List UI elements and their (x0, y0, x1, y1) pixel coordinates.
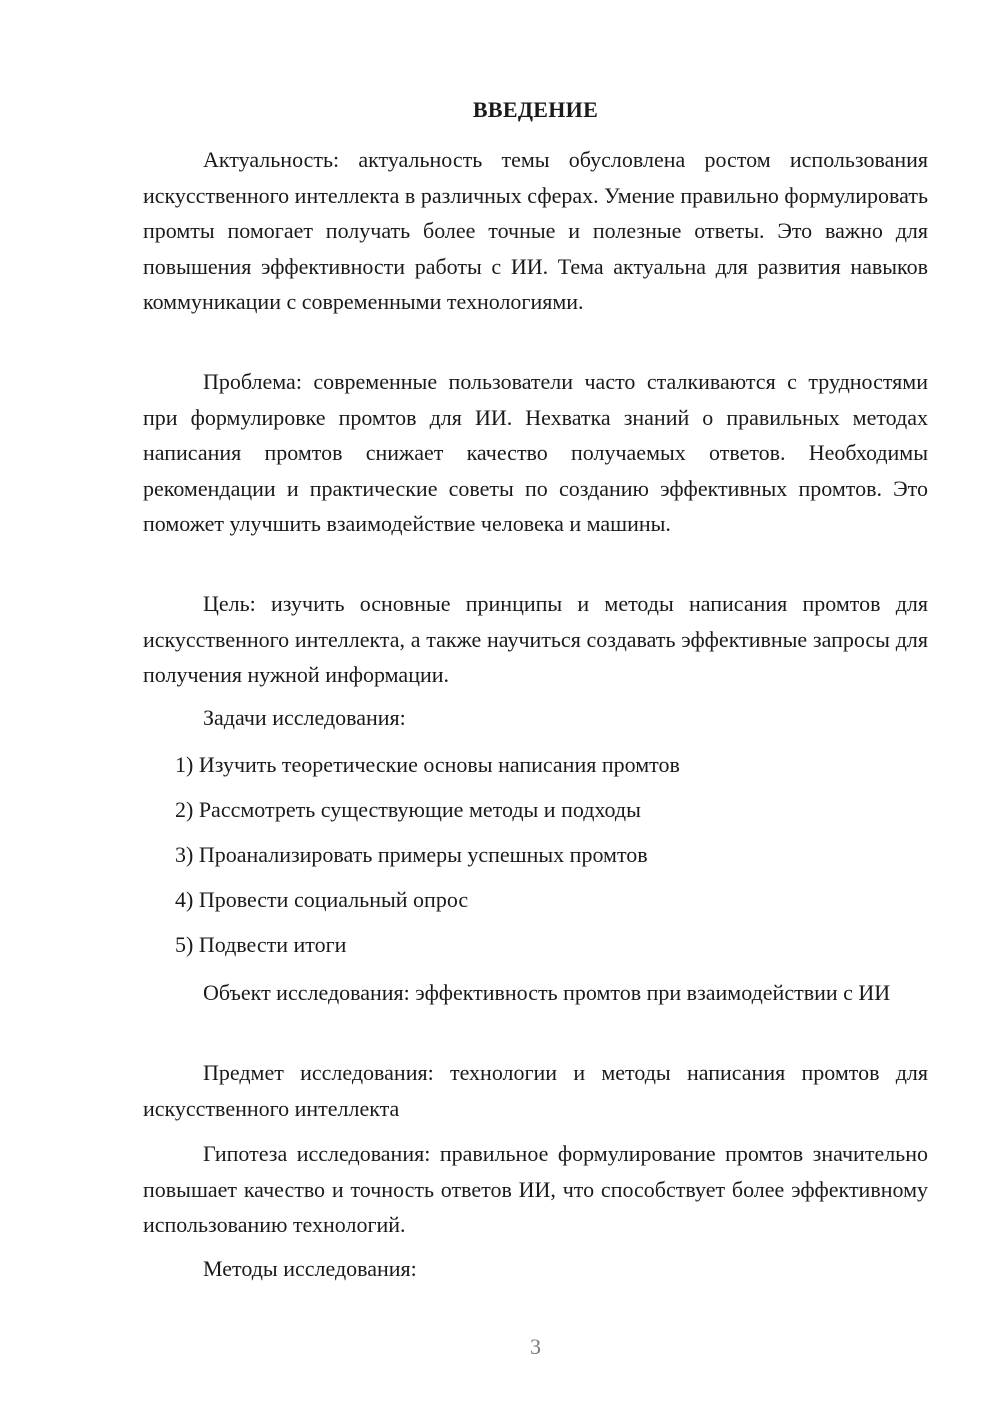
tasks-heading: Задачи исследования: (203, 705, 406, 730)
list-item: 1) Изучить теоретические основы написания промтов (175, 752, 680, 777)
paragraph-problem: Проблема: современные пользователи часто сталкиваются с трудностями при формулировке промтов для ИИ. Нехватка знаний о правильных методах написания промтов снижает качество получаемых ответов. Необходимы рекомендации и практические советы по созданию эффективных промтов. Это поможет улучшить взаимодействие человека и машины. (143, 369, 928, 536)
list-item: 2) Рассмотреть существующие методы и подходы (175, 797, 641, 822)
methods-heading: Методы исследования: (203, 1256, 417, 1281)
paragraph-relevance: Актуальность: актуальность темы обусловлена ростом использования искусственного интеллекта в различных сферах. Умение правильно формулировать промты помогает получать более точные и полезные ответы. Это важно для повышения эффективности работы с ИИ. Тема актуальна для развития навыков коммуникации с современными технологиями. (143, 147, 928, 314)
paragraph-goal: Цель: изучить основные принципы и методы написания промтов для искусственного интеллекта, а также научиться создавать эффективные запросы для получения нужной информации. (143, 591, 928, 687)
list-item: 4) Провести социальный опрос (175, 887, 469, 912)
paragraph-hypothesis: Гипотеза исследования: правильное формулирование промтов значительно повышает качество и точность ответов ИИ, что способствует более эффективному использованию технологий. (143, 1141, 928, 1237)
list-item: 5) Подвести итоги (175, 932, 347, 957)
document-page (143, 0, 928, 1414)
page-title: ВВЕДЕНИЕ (472, 97, 599, 122)
list-item: 3) Проанализировать примеры успешных промтов (175, 842, 648, 867)
paragraph-subject: Предмет исследования: технологии и методы написания промтов для искусственного интеллекта (143, 1060, 928, 1121)
paragraph-object: Объект исследования: эффективность промтов при взаимодействии с ИИ (203, 980, 891, 1005)
page-number: 3 (530, 1334, 541, 1359)
